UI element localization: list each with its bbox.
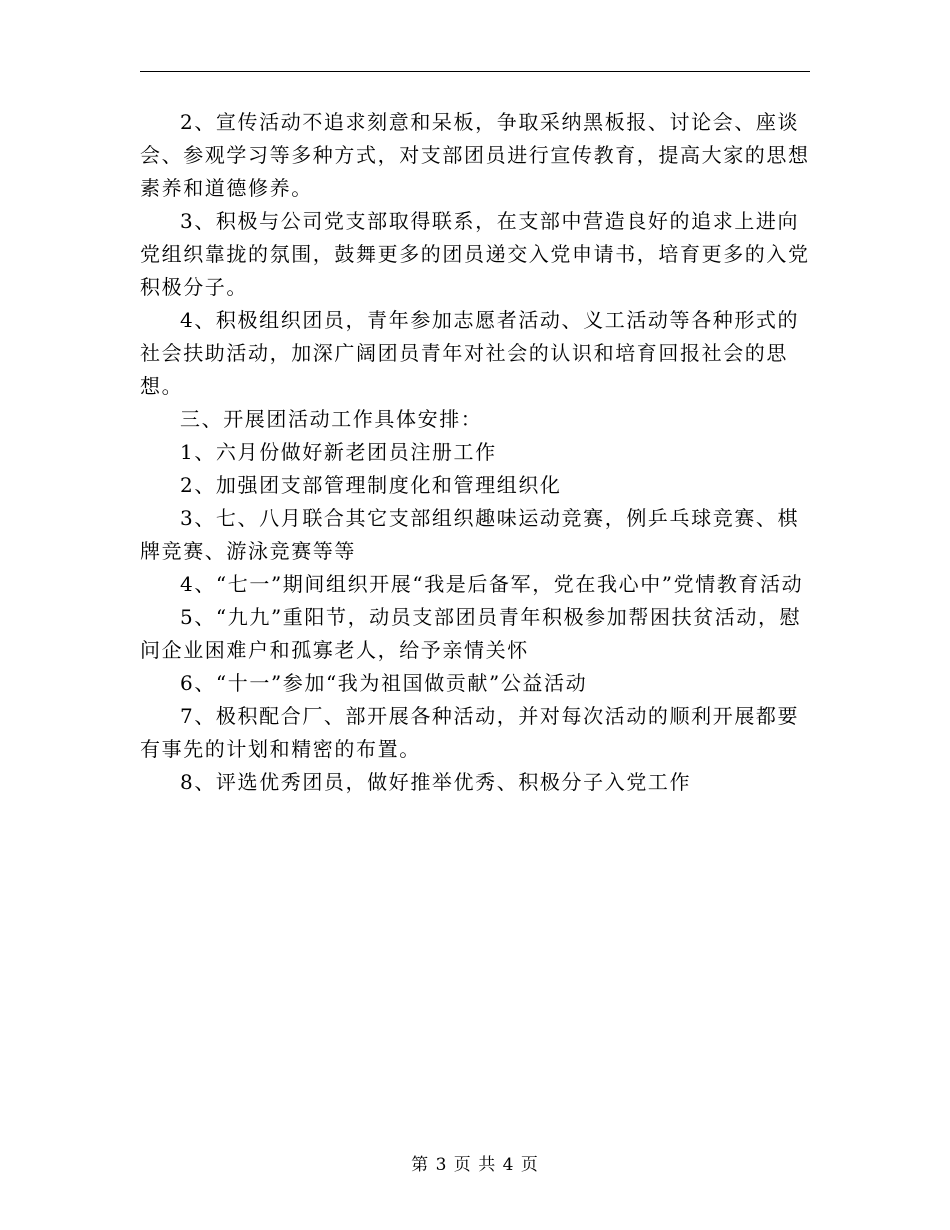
list-item: 8、评选优秀团员，做好推举优秀、积极分子入党工作 xyxy=(180,770,692,794)
list-item: 5、“九九”重阳节，动员支部团员青年积极参加帮困扶贫活动，慰问企业困难户和孤寡老人，给予亲情关怀 xyxy=(140,605,802,662)
header-rule xyxy=(140,71,810,72)
list-item: 1、六月份做好新老团员注册工作 xyxy=(180,440,497,464)
page-number-footer: 第 3 页 共 4 页 xyxy=(411,1155,539,1175)
paragraph: 2、宣传活动不追求刻意和呆板，争取采纳黑板报、讨论会、座谈会、参观学习等多种方式，对支部团员进行宣传教育，提高大家的思想素养和道德修养。 xyxy=(140,110,810,200)
paragraph: 4、积极组织团员，青年参加志愿者活动、义工活动等各种形式的社会扶助活动，加深广阔团员青年对社会的认识和培育回报社会的思想。 xyxy=(140,308,800,398)
list-item: 6、“十一”参加“我为祖国做贡献”公益活动 xyxy=(180,671,588,695)
list-item: 4、“七一”期间组织开展“我是后备军，党在我心中”党情教育活动 xyxy=(180,572,804,596)
list-item: 7、极积配合厂、部开展各种活动，并对每次活动的顺利开展都要有事先的计划和精密的布置。 xyxy=(140,704,800,761)
list-item: 3、七、八月联合其它支部组织趣味运动竞赛，例乒乓球竞赛、棋牌竞赛、游泳竞赛等等 xyxy=(140,506,800,563)
section-heading: 三、开展团活动工作具体安排： xyxy=(180,407,483,431)
list-item: 2、加强团支部管理制度化和管理组织化 xyxy=(180,473,562,497)
paragraph: 3、积极与公司党支部取得联系，在支部中营造良好的追求上进向党组织靠拢的氛围，鼓舞更多的团员递交入党申请书，培育更多的入党积极分子。 xyxy=(140,209,810,299)
document-body xyxy=(140,106,810,799)
